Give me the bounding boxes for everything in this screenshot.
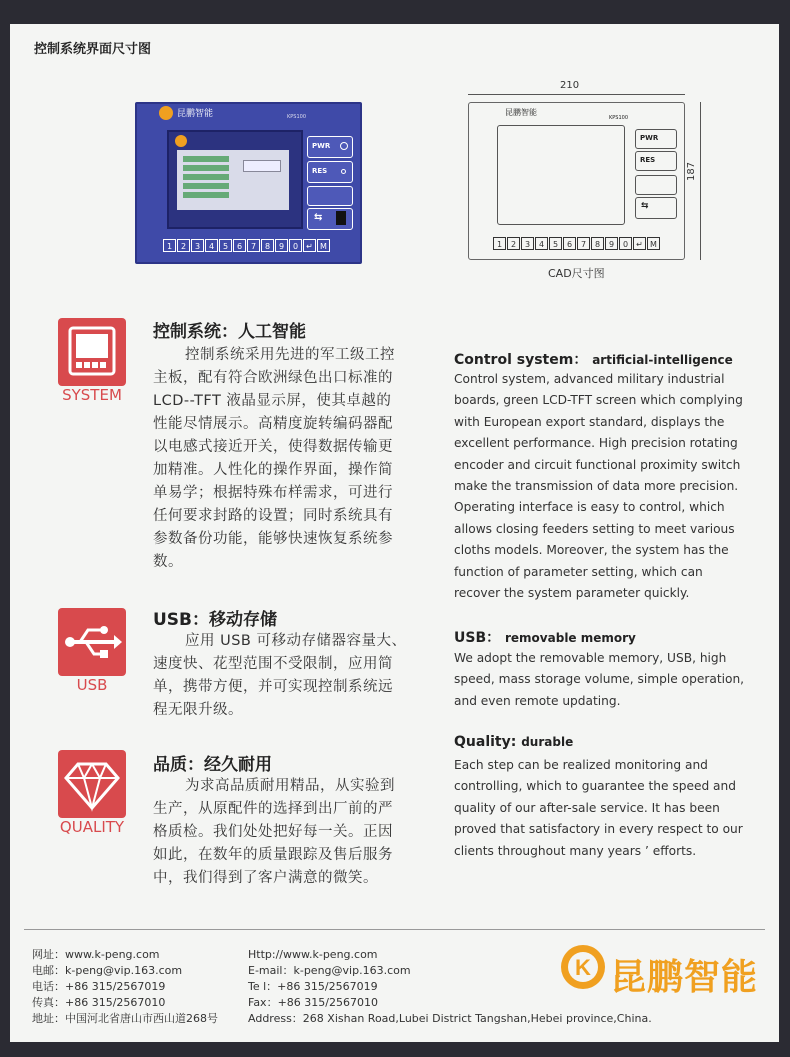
panel-model: KPS100 (287, 114, 307, 120)
usb-cn-body (153, 630, 423, 722)
cad-key: 9 (605, 237, 618, 250)
key-3[interactable]: 3 (191, 239, 204, 252)
cad-key: 0 (619, 237, 632, 250)
system-cn-line: LCD--TFT 液晶显示屏，使其卓越的 (153, 393, 392, 409)
usb-en-body (454, 648, 759, 712)
panel-screen (167, 130, 303, 229)
usb-cn-line: 单，携带方便，并可实现控制系统远 (153, 679, 393, 695)
menu-bar-icon (183, 156, 229, 162)
cad-pwr-button (635, 129, 677, 149)
quality-cn-line: 生产，从原配件的选择到出厂前的严 (153, 801, 393, 817)
quality-cn-line: 为求高品质耐用精品，从实验到 (185, 778, 395, 794)
cad-key: 5 (549, 237, 562, 250)
system-cn-line: 数。 (153, 554, 183, 570)
system-en-title (454, 349, 733, 369)
pwr-label: PWR (312, 142, 331, 150)
cad-pwr-label: PWR (640, 134, 659, 142)
system-cn-line: 任何要求封路的设置；同时系统具有 (153, 508, 393, 524)
cad-key: M (647, 237, 660, 250)
cad-usb-symbol-icon: ⇆ (641, 201, 649, 211)
footer-cn-address: 地址：中国河北省唐山市西山道268号 (32, 1012, 218, 1025)
quality-cn-body (153, 775, 423, 890)
cad-key: 7 (577, 237, 590, 250)
cad-key: 8 (591, 237, 604, 250)
system-cn-line: 以电感式接近开关，使得数据传输更 (153, 439, 393, 455)
footer-cn-email[interactable]: 电邮：k-peng@vip.163.com (32, 964, 183, 977)
cad-res-label: RES (640, 156, 656, 164)
menu-bar-icon (183, 174, 229, 180)
footer-cn-fax: 传真：+86 315/2567010 (32, 996, 166, 1009)
screen-logo-icon (175, 135, 187, 147)
quality-icon (58, 750, 126, 818)
quality-cn-line: 格质检。我们处处把好每一关。正因 (153, 824, 393, 840)
system-cn-title: 控制系统：人工智能 (153, 322, 306, 342)
system-cn-line: 参数备份功能，能够快速恢复系统参 (153, 531, 393, 547)
company-logo-icon (558, 942, 608, 992)
usb-en-title (454, 627, 636, 647)
menu-bar-icon (183, 183, 229, 189)
system-en-line: function of parameter setting, which can (454, 564, 703, 579)
key-enter[interactable]: ↵ (303, 239, 316, 252)
key-9[interactable]: 9 (275, 239, 288, 252)
key-1[interactable]: 1 (163, 239, 176, 252)
res-label: RES (312, 167, 328, 175)
quality-en-line: proved that satisfactory in every respect to our (454, 822, 743, 837)
blank-button[interactable] (307, 186, 353, 206)
system-en-title-sub: artificial-intelligence (592, 353, 733, 367)
system-icon-label: SYSTEM (62, 386, 122, 404)
usb-cn-line: 应用 USB 可移动存储器容量大、 (185, 633, 407, 649)
cad-height-dimension-line (700, 102, 701, 260)
cad-key: 4 (535, 237, 548, 250)
system-en-line: make the transmission of data more precision. (454, 479, 739, 494)
key-5[interactable]: 5 (219, 239, 232, 252)
system-cn-line: 主板，配有符合欧洲绿色出口标准的 (153, 370, 393, 386)
system-en-line: Operating interface is easy to control, which (454, 500, 725, 515)
system-en-line: cloths models. Moreover, the system has the (454, 543, 729, 558)
footer-en-email[interactable]: E-mail：k-peng@vip.163.com (248, 964, 411, 977)
cad-caption: CAD尺寸图 (548, 267, 605, 280)
system-en-title-main: Control system： (454, 352, 588, 368)
cad-blank-button (635, 175, 677, 195)
cad-model: KPS100 (609, 115, 629, 121)
system-cn-line: 控制系统采用先进的军工级工控 (185, 347, 395, 363)
system-icon (58, 318, 126, 386)
footer-cn-phone: 电话：+86 315/2567019 (32, 980, 166, 993)
menu-bar-icon (183, 165, 229, 171)
quality-en-line: controlling, which to guarantee the speed and (454, 779, 736, 794)
screen-content (177, 150, 289, 210)
footer-en-fax: Fax：+86 315/2567010 (248, 996, 378, 1009)
system-en-line: boards, green LCD-TFT screen which complying (454, 393, 743, 408)
system-cn-line: 性能尽情展示。高精度旋转编码器配 (153, 416, 393, 432)
res-button[interactable] (307, 161, 353, 183)
cad-key: 6 (563, 237, 576, 250)
key-0[interactable]: 0 (289, 239, 302, 252)
system-cn-line: 加精准。人性化的操作界面，操作简 (153, 462, 393, 478)
cad-usb-port (635, 197, 677, 219)
usb-cn-title: USB：移动存储 (153, 610, 278, 630)
usb-cn-line: 程无限升级。 (153, 702, 243, 718)
cad-keypad (493, 237, 660, 250)
cad-key: 2 (507, 237, 520, 250)
quality-cn-title: 品质：经久耐用 (153, 755, 272, 775)
quality-cn-line: 中，我们得到了客户满意的微笑。 (153, 870, 378, 886)
system-en-line: recover the system parameter quickly. (454, 586, 690, 601)
quality-en-title (454, 734, 573, 750)
quality-en-line: Each step can be realized monitoring and (454, 758, 708, 772)
footer-cn-contacts (32, 947, 218, 1027)
usb-en-title-sub: removable memory (505, 631, 636, 645)
quality-en-body (454, 755, 759, 862)
menu-bar-icon (183, 192, 229, 198)
cad-width-dimension-line (468, 94, 685, 95)
usb-symbol-icon: ⇆ (314, 212, 323, 223)
system-en-line: encoder and circuit functional proximity switch (454, 457, 741, 472)
cad-brand: 昆鹏智能 (505, 108, 537, 117)
res-led-icon (341, 169, 346, 174)
footer-en-address: Address：268 Xishan Road,Lubei District Tangshan,Hebei province,China. (248, 1012, 652, 1025)
system-cn-line: 单易学；根据特殊布样需求，可进行 (153, 485, 393, 501)
brochure-page (10, 24, 779, 1042)
cad-key: 1 (493, 237, 506, 250)
key-8[interactable]: 8 (261, 239, 274, 252)
system-en-line: Control system, advanced military industrial (454, 372, 725, 386)
quality-en-line: quality of our after-sale service. It has been (454, 800, 720, 815)
key-6[interactable]: 6 (233, 239, 246, 252)
usb-port[interactable] (307, 208, 353, 230)
footer-en-website[interactable]: Http://www.k-peng.com (248, 948, 378, 961)
svg-text:K: K (575, 955, 591, 980)
pwr-button[interactable] (307, 136, 353, 158)
system-en-line: with European export standard, displays the (454, 414, 725, 429)
usb-icon (58, 608, 126, 676)
usb-cn-line: 速度快、花型范围不受限制，应用简 (153, 656, 393, 672)
control-panel-photo (135, 102, 362, 264)
panel-logo-icon (159, 106, 173, 120)
screen-button-icon (243, 160, 281, 172)
system-en-body (454, 369, 759, 604)
cad-screen-outline (497, 125, 625, 225)
panel-keypad (163, 239, 330, 252)
page-title: 控制系统界面尺寸图 (34, 42, 152, 57)
quality-en-line: clients throughout many years ’ efforts. (454, 843, 697, 858)
usb-en-line: and even remote updating. (454, 693, 621, 708)
quality-en-title-sub: durable (521, 735, 574, 749)
key-4[interactable]: 4 (205, 239, 218, 252)
footer-cn-website[interactable]: 网址：www.k-peng.com (32, 948, 160, 961)
cad-key: 3 (521, 237, 534, 250)
quality-icon-label: QUALITY (59, 818, 125, 836)
usb-en-line: speed, mass storage volume, simple operation, (454, 672, 745, 687)
usb-icon-label: USB (76, 676, 108, 694)
key-2[interactable]: 2 (177, 239, 190, 252)
quality-cn-line: 如此，在数年的质量跟踪及售后服务 (153, 847, 393, 863)
system-cn-body (153, 344, 423, 574)
footer-en-phone: Te l：+86 315/2567019 (248, 980, 378, 993)
quality-en-title-main: Quality: (454, 734, 517, 750)
pwr-led-icon (340, 142, 348, 150)
usb-en-line: We adopt the removable memory, USB, high (454, 651, 727, 665)
system-en-line: allows closing feeders setting to meet various (454, 521, 735, 536)
key-menu[interactable]: M (317, 239, 330, 252)
system-en-line: excellent performance. High precision rotating (454, 436, 738, 451)
usb-slot-icon (336, 211, 346, 225)
cad-res-button (635, 151, 677, 171)
cad-height-label: 187 (686, 161, 698, 182)
footer-divider (24, 929, 765, 930)
cad-drawing (468, 102, 685, 260)
cad-width-label: 210 (560, 80, 580, 91)
company-logo-text: 昆鹏智能 (610, 957, 759, 998)
usb-en-title-main: USB： (454, 630, 501, 646)
cad-key: ↵ (633, 237, 646, 250)
key-7[interactable]: 7 (247, 239, 260, 252)
panel-brand: 昆鹏智能 (177, 109, 214, 119)
